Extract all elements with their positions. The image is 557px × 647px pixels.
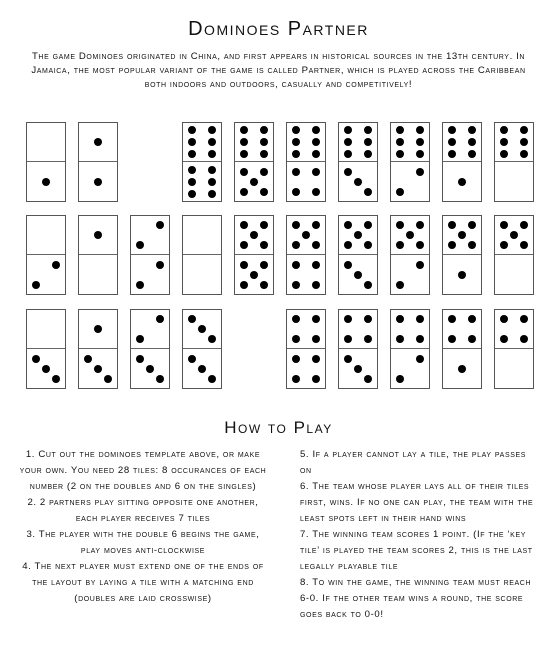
domino-pip bbox=[94, 231, 102, 239]
domino-pip bbox=[396, 221, 404, 229]
domino-pip bbox=[240, 188, 248, 196]
domino-pip bbox=[52, 261, 60, 269]
intro-paragraph: The game Dominoes originated in China, and first appears in historical sources in the 13th century. In Jamaica, the most popular variant of the game is called Partner, which is played across the Caribbean both indoors and outdoors, casually and competitively! bbox=[31, 51, 526, 90]
domino-tile bbox=[130, 309, 170, 389]
domino-pip bbox=[448, 126, 456, 134]
domino-tile bbox=[390, 122, 430, 202]
domino-pip bbox=[312, 355, 320, 363]
domino-bottom-half bbox=[391, 256, 429, 294]
domino-pip bbox=[396, 315, 404, 323]
domino-top-half bbox=[443, 216, 481, 254]
domino-top-half bbox=[495, 216, 533, 254]
domino-pip bbox=[500, 241, 508, 249]
domino-pip bbox=[364, 221, 372, 229]
rule-step-5: 5. If a player cannot lay a tile, the play passes on bbox=[300, 449, 527, 476]
domino-divider bbox=[495, 161, 533, 162]
domino-pip bbox=[416, 315, 424, 323]
domino-divider bbox=[79, 348, 117, 349]
domino-divider bbox=[183, 254, 221, 255]
domino-tile bbox=[390, 309, 430, 389]
domino-pip bbox=[312, 241, 320, 249]
domino-pip bbox=[260, 281, 268, 289]
domino-pip bbox=[312, 315, 320, 323]
domino-pip bbox=[156, 375, 164, 383]
domino-pip bbox=[520, 241, 528, 249]
domino-tile bbox=[286, 309, 326, 389]
domino-tile bbox=[234, 215, 274, 295]
domino-pip bbox=[302, 231, 310, 239]
domino-pip bbox=[416, 138, 424, 146]
domino-pip bbox=[52, 375, 60, 383]
domino-pip bbox=[208, 190, 216, 198]
domino-pip bbox=[312, 150, 320, 158]
domino-divider bbox=[287, 254, 325, 255]
domino-divider bbox=[339, 254, 377, 255]
domino-bottom-half bbox=[287, 350, 325, 388]
domino-divider bbox=[131, 348, 169, 349]
domino-bottom-half bbox=[339, 350, 377, 388]
page-title: Dominoes Partner bbox=[188, 18, 369, 40]
domino-bottom-half bbox=[287, 163, 325, 201]
domino-top-half bbox=[339, 123, 377, 161]
domino-pip bbox=[448, 138, 456, 146]
domino-tile bbox=[78, 309, 118, 389]
domino-top-half bbox=[235, 216, 273, 254]
domino-tile bbox=[130, 215, 170, 295]
domino-top-half bbox=[287, 216, 325, 254]
domino-pip bbox=[416, 126, 424, 134]
domino-tile bbox=[338, 122, 378, 202]
domino-pip bbox=[364, 138, 372, 146]
domino-pip bbox=[240, 126, 248, 134]
domino-pip bbox=[198, 365, 206, 373]
domino-bottom-half bbox=[131, 350, 169, 388]
domino-pip bbox=[364, 126, 372, 134]
domino-divider bbox=[443, 161, 481, 162]
domino-bottom-half bbox=[287, 256, 325, 294]
domino-pip bbox=[188, 150, 196, 158]
domino-pip bbox=[260, 138, 268, 146]
domino-bottom-half bbox=[443, 163, 481, 201]
domino-pip bbox=[416, 261, 424, 269]
domino-pip bbox=[520, 335, 528, 343]
domino-pip bbox=[344, 138, 352, 146]
domino-pip bbox=[312, 138, 320, 146]
domino-divider bbox=[287, 348, 325, 349]
domino-bottom-half bbox=[27, 256, 65, 294]
rule-step-7: 7. The winning team scores 1 point. (If the ‘key tile’ is played the team scores 2, this is the last legally playable tile bbox=[300, 529, 533, 572]
domino-pip bbox=[94, 138, 102, 146]
domino-pip bbox=[354, 178, 362, 186]
domino-pip bbox=[292, 281, 300, 289]
domino-divider bbox=[27, 348, 65, 349]
rules-right-column bbox=[300, 447, 540, 623]
domino-pip bbox=[344, 126, 352, 134]
domino-pip bbox=[364, 188, 372, 196]
domino-bottom-half bbox=[79, 350, 117, 388]
domino-pip bbox=[312, 375, 320, 383]
rules-left-column bbox=[18, 447, 268, 607]
domino-pip bbox=[208, 375, 216, 383]
domino-pip bbox=[312, 221, 320, 229]
domino-tile bbox=[26, 122, 66, 202]
domino-pip bbox=[448, 315, 456, 323]
domino-pip bbox=[396, 150, 404, 158]
rule-step-6: 6. The team whose player lays all of their tiles first, wins. If no one can play, the team with the least spots left in their hand wins bbox=[300, 481, 534, 524]
domino-pip bbox=[500, 138, 508, 146]
domino-bottom-half bbox=[183, 350, 221, 388]
domino-pip bbox=[156, 221, 164, 229]
domino-pip bbox=[344, 221, 352, 229]
domino-divider bbox=[495, 348, 533, 349]
domino-pip bbox=[510, 231, 518, 239]
domino-pip bbox=[292, 188, 300, 196]
domino-pip bbox=[312, 168, 320, 176]
domino-pip bbox=[260, 168, 268, 176]
domino-bottom-half bbox=[27, 163, 65, 201]
domino-bottom-half bbox=[391, 163, 429, 201]
domino-top-half bbox=[235, 123, 273, 161]
domino-pip bbox=[448, 221, 456, 229]
domino-bottom-half bbox=[339, 256, 377, 294]
domino-pip bbox=[364, 281, 372, 289]
domino-pip bbox=[198, 325, 206, 333]
domino-pip bbox=[520, 138, 528, 146]
domino-pip bbox=[250, 271, 258, 279]
domino-pip bbox=[364, 375, 372, 383]
domino-pip bbox=[260, 126, 268, 134]
domino-pip bbox=[458, 365, 466, 373]
domino-tile bbox=[442, 215, 482, 295]
domino-pip bbox=[468, 315, 476, 323]
domino-divider bbox=[183, 348, 221, 349]
domino-tile bbox=[442, 122, 482, 202]
domino-pip bbox=[448, 241, 456, 249]
domino-pip bbox=[260, 261, 268, 269]
domino-pip bbox=[240, 168, 248, 176]
domino-pip bbox=[292, 261, 300, 269]
domino-bottom-half bbox=[495, 256, 533, 294]
domino-divider bbox=[339, 348, 377, 349]
domino-pip bbox=[364, 150, 372, 158]
domino-tile bbox=[26, 309, 66, 389]
domino-pip bbox=[250, 231, 258, 239]
domino-pip bbox=[448, 335, 456, 343]
domino-divider bbox=[443, 254, 481, 255]
domino-pip bbox=[312, 281, 320, 289]
domino-pip bbox=[208, 126, 216, 134]
domino-pip bbox=[240, 138, 248, 146]
domino-tile bbox=[338, 215, 378, 295]
domino-pip bbox=[250, 178, 258, 186]
domino-tile bbox=[390, 215, 430, 295]
domino-tile bbox=[442, 309, 482, 389]
domino-pip bbox=[94, 365, 102, 373]
domino-tile bbox=[338, 309, 378, 389]
domino-pip bbox=[32, 355, 40, 363]
domino-pip bbox=[364, 335, 372, 343]
domino-pip bbox=[208, 150, 216, 158]
domino-tile bbox=[234, 122, 274, 202]
domino-bottom-half bbox=[443, 256, 481, 294]
domino-pip bbox=[292, 355, 300, 363]
domino-bottom-half bbox=[183, 163, 221, 201]
domino-top-half bbox=[495, 310, 533, 348]
domino-top-half bbox=[339, 216, 377, 254]
domino-pip bbox=[458, 231, 466, 239]
domino-pip bbox=[416, 241, 424, 249]
domino-pip bbox=[292, 315, 300, 323]
domino-pip bbox=[136, 281, 144, 289]
domino-tile bbox=[494, 215, 534, 295]
domino-divider bbox=[391, 254, 429, 255]
domino-pip bbox=[520, 315, 528, 323]
domino-pip bbox=[364, 315, 372, 323]
domino-divider bbox=[391, 348, 429, 349]
domino-pip bbox=[468, 335, 476, 343]
domino-pip bbox=[292, 150, 300, 158]
domino-pip bbox=[416, 150, 424, 158]
domino-divider bbox=[183, 161, 221, 162]
domino-divider bbox=[27, 161, 65, 162]
domino-top-half bbox=[79, 216, 117, 254]
domino-pip bbox=[344, 241, 352, 249]
domino-top-half bbox=[131, 310, 169, 348]
domino-pip bbox=[500, 126, 508, 134]
domino-pip bbox=[396, 138, 404, 146]
domino-pip bbox=[396, 188, 404, 196]
domino-tile bbox=[286, 122, 326, 202]
domino-divider bbox=[235, 254, 273, 255]
domino-pip bbox=[448, 150, 456, 158]
domino-pip bbox=[188, 315, 196, 323]
domino-pip bbox=[396, 335, 404, 343]
domino-tile bbox=[286, 215, 326, 295]
rule-step-1: 1. Cut out the dominoes template above, or make your own. You need 28 tiles: 8 occurances of each number (2 on the doubles and 6 on the singles) bbox=[19, 449, 267, 492]
domino-pip bbox=[312, 126, 320, 134]
domino-bottom-half bbox=[131, 256, 169, 294]
domino-pip bbox=[500, 150, 508, 158]
domino-pip bbox=[240, 150, 248, 158]
domino-pip bbox=[84, 355, 92, 363]
domino-tile bbox=[182, 215, 222, 295]
domino-pip bbox=[240, 221, 248, 229]
domino-pip bbox=[520, 126, 528, 134]
domino-pip bbox=[260, 221, 268, 229]
domino-pip bbox=[240, 241, 248, 249]
domino-top-half bbox=[183, 123, 221, 161]
domino-bottom-half bbox=[183, 256, 221, 294]
domino-top-half bbox=[183, 216, 221, 254]
domino-top-half bbox=[287, 310, 325, 348]
domino-divider bbox=[79, 161, 117, 162]
domino-pip bbox=[208, 178, 216, 186]
domino-pip bbox=[344, 335, 352, 343]
domino-divider bbox=[131, 254, 169, 255]
domino-pip bbox=[458, 178, 466, 186]
domino-pip bbox=[354, 365, 362, 373]
domino-pip bbox=[188, 126, 196, 134]
domino-pip bbox=[416, 335, 424, 343]
domino-pip bbox=[156, 261, 164, 269]
domino-top-half bbox=[391, 216, 429, 254]
domino-top-half bbox=[287, 123, 325, 161]
domino-pip bbox=[468, 138, 476, 146]
domino-pip bbox=[520, 221, 528, 229]
domino-divider bbox=[339, 161, 377, 162]
domino-pip bbox=[136, 355, 144, 363]
domino-tile bbox=[78, 122, 118, 202]
domino-pip bbox=[42, 178, 50, 186]
domino-pip bbox=[240, 281, 248, 289]
domino-tile bbox=[182, 122, 222, 202]
domino-pip bbox=[344, 261, 352, 269]
domino-bottom-half bbox=[391, 350, 429, 388]
domino-divider bbox=[27, 254, 65, 255]
domino-top-half bbox=[391, 310, 429, 348]
domino-top-half bbox=[27, 123, 65, 161]
domino-pip bbox=[500, 335, 508, 343]
domino-pip bbox=[292, 126, 300, 134]
domino-pip bbox=[156, 315, 164, 323]
domino-pip bbox=[396, 126, 404, 134]
domino-top-half bbox=[79, 123, 117, 161]
domino-pip bbox=[292, 335, 300, 343]
domino-pip bbox=[312, 261, 320, 269]
domino-pip bbox=[146, 365, 154, 373]
domino-pip bbox=[396, 375, 404, 383]
domino-pip bbox=[344, 150, 352, 158]
domino-pip bbox=[416, 355, 424, 363]
domino-pip bbox=[136, 241, 144, 249]
domino-bottom-half bbox=[495, 163, 533, 201]
domino-bottom-half bbox=[79, 256, 117, 294]
how-to-play-heading: How to Play bbox=[224, 418, 333, 437]
domino-bottom-half bbox=[443, 350, 481, 388]
domino-divider bbox=[287, 161, 325, 162]
domino-pip bbox=[208, 138, 216, 146]
domino-pip bbox=[208, 335, 216, 343]
domino-pip bbox=[312, 335, 320, 343]
domino-pip bbox=[32, 281, 40, 289]
domino-tile bbox=[494, 309, 534, 389]
domino-top-half bbox=[443, 123, 481, 161]
domino-pip bbox=[500, 221, 508, 229]
domino-top-half bbox=[131, 216, 169, 254]
domino-pip bbox=[188, 138, 196, 146]
domino-pip bbox=[468, 241, 476, 249]
domino-divider bbox=[79, 254, 117, 255]
domino-pip bbox=[188, 190, 196, 198]
domino-pip bbox=[104, 375, 112, 383]
domino-top-half bbox=[391, 123, 429, 161]
domino-bottom-half bbox=[235, 256, 273, 294]
domino-tile bbox=[26, 215, 66, 295]
rule-step-8: 8. To win the game, the winning team must reach 6-0. If the other team wins a round, the score goes back to 0-0! bbox=[300, 577, 532, 620]
domino-pip bbox=[260, 188, 268, 196]
rule-step-4: 4. The next player must extend one of the ends of the layout by laying a tile with a matching end (doubles are laid crosswise) bbox=[22, 561, 264, 604]
domino-pip bbox=[500, 315, 508, 323]
domino-pip bbox=[292, 221, 300, 229]
domino-pip bbox=[292, 241, 300, 249]
domino-pip bbox=[260, 241, 268, 249]
domino-pip bbox=[292, 138, 300, 146]
domino-pip bbox=[468, 126, 476, 134]
domino-bottom-half bbox=[27, 350, 65, 388]
domino-tile bbox=[494, 122, 534, 202]
domino-tile bbox=[78, 215, 118, 295]
domino-top-half bbox=[27, 216, 65, 254]
domino-top-half bbox=[183, 310, 221, 348]
domino-top-half bbox=[443, 310, 481, 348]
domino-pip bbox=[406, 231, 414, 239]
domino-bottom-half bbox=[495, 350, 533, 388]
domino-pip bbox=[292, 375, 300, 383]
domino-top-half bbox=[27, 310, 65, 348]
domino-pip bbox=[292, 168, 300, 176]
domino-pip bbox=[416, 221, 424, 229]
domino-bottom-half bbox=[235, 163, 273, 201]
domino-pip bbox=[188, 178, 196, 186]
domino-pip bbox=[396, 281, 404, 289]
domino-divider bbox=[235, 161, 273, 162]
domino-pip bbox=[42, 365, 50, 373]
domino-divider bbox=[443, 348, 481, 349]
domino-pip bbox=[94, 178, 102, 186]
domino-pip bbox=[188, 355, 196, 363]
domino-top-half bbox=[495, 123, 533, 161]
domino-pip bbox=[208, 166, 216, 174]
domino-pip bbox=[354, 231, 362, 239]
domino-pip bbox=[344, 355, 352, 363]
domino-tile bbox=[182, 309, 222, 389]
domino-pip bbox=[416, 168, 424, 176]
domino-pip bbox=[344, 315, 352, 323]
domino-pip bbox=[188, 166, 196, 174]
domino-pip bbox=[240, 261, 248, 269]
domino-divider bbox=[495, 254, 533, 255]
domino-pip bbox=[94, 325, 102, 333]
domino-pip bbox=[468, 150, 476, 158]
rule-step-3: 3. The player with the double 6 begins the game, play moves anti-clockwise bbox=[26, 529, 260, 556]
rule-step-2: 2. 2 partners play sitting opposite one another, each player receives 7 tiles bbox=[27, 497, 259, 524]
domino-divider bbox=[391, 161, 429, 162]
domino-pip bbox=[354, 271, 362, 279]
domino-bottom-half bbox=[339, 163, 377, 201]
domino-pip bbox=[312, 188, 320, 196]
domino-pip bbox=[364, 241, 372, 249]
domino-pip bbox=[396, 241, 404, 249]
domino-pip bbox=[520, 150, 528, 158]
domino-pip bbox=[344, 168, 352, 176]
domino-bottom-half bbox=[79, 163, 117, 201]
domino-pip bbox=[260, 150, 268, 158]
domino-top-half bbox=[339, 310, 377, 348]
domino-top-half bbox=[79, 310, 117, 348]
domino-pip bbox=[458, 271, 466, 279]
domino-pip bbox=[468, 221, 476, 229]
domino-pip bbox=[136, 335, 144, 343]
